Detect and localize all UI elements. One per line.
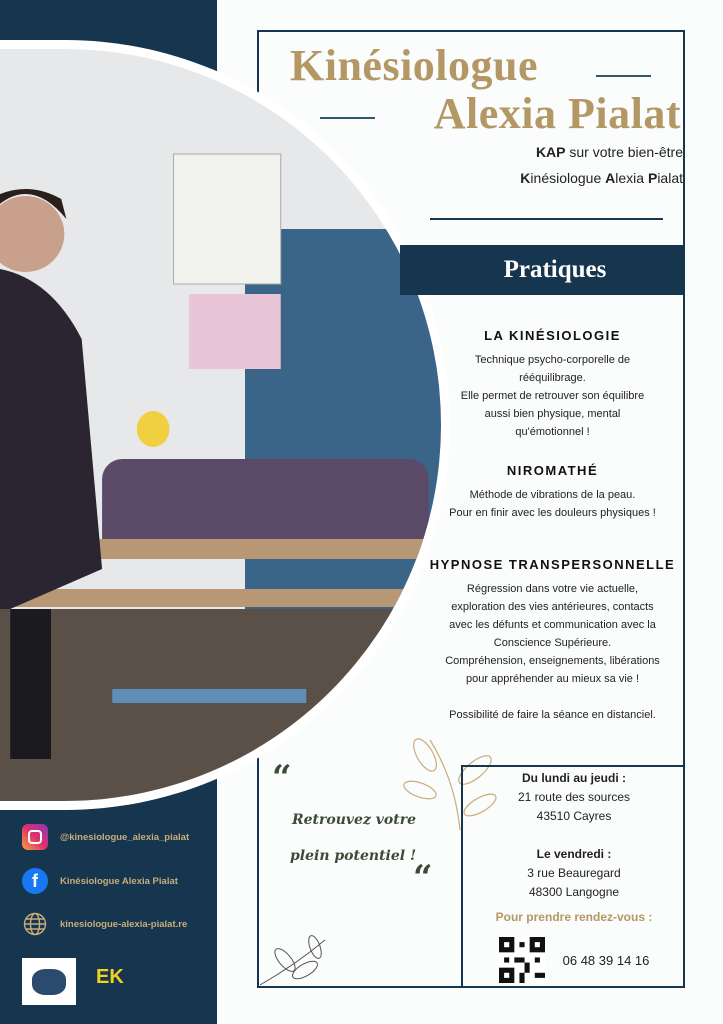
- section-niromathe: [420, 463, 685, 522]
- section-title: NIROMATHÉ: [506, 463, 599, 478]
- website-link[interactable]: [22, 911, 187, 937]
- globe-icon: [22, 911, 48, 937]
- text-line: Technique psycho-corporelle de: [474, 354, 631, 366]
- text-line: exploration des vies antérieures, contacts: [451, 601, 654, 613]
- quote-line-1: Retrouvez votre: [292, 812, 416, 828]
- address-line: 3 rue Beauregard: [527, 866, 621, 880]
- pratiques-band: [400, 245, 685, 295]
- text-line: Compréhension, enseignements, libérations: [445, 655, 660, 667]
- instagram-handle: @kinesiologue_alexia_pialat: [60, 831, 190, 843]
- section-kinesiologie: [420, 328, 685, 441]
- address-line: 48300 Langogne: [528, 885, 620, 899]
- divider: [430, 218, 663, 220]
- title-line-2: Alexia Pialat: [433, 89, 681, 138]
- text-line: qu'émotionnel !: [515, 426, 590, 438]
- text-line: Elle permet de retrouver son équilibre: [460, 390, 645, 402]
- address-line: 21 route des sources: [517, 790, 631, 804]
- phone-number[interactable]: 06 48 39 14 16: [562, 952, 650, 968]
- day-label: Du lundi au jeudi :: [522, 771, 626, 785]
- title-dash: [596, 75, 651, 77]
- section-title: LA KINÉSIOLOGIE: [484, 328, 621, 343]
- text-line: aussi bien physique, mental: [484, 408, 621, 420]
- acronym-rest: ialat: [657, 170, 683, 186]
- acronym-line: [520, 170, 683, 186]
- qr-code-icon[interactable]: [499, 937, 545, 983]
- hours-box: [461, 765, 685, 988]
- text-line: rééquilibrage.: [519, 372, 586, 384]
- website-url: kinesiologue-alexia-pialat.re: [60, 918, 188, 930]
- acronym-rest: inésiologue: [530, 170, 606, 186]
- text-line: Régression dans votre vie actuelle,: [466, 583, 639, 595]
- acronym-letter: P: [647, 170, 658, 186]
- text-line: Méthode de vibrations de la peau.: [469, 489, 636, 501]
- text-line: Possibilité de faire la séance en distanciel.: [449, 709, 656, 721]
- text-line: [420, 688, 685, 706]
- section-hypnose: [420, 557, 685, 724]
- quote-line-2: plein potentiel !: [290, 848, 417, 864]
- title-line-1: Kinésiologue: [290, 41, 539, 90]
- section-title: HYPNOSE TRANSPERSONNELLE: [429, 557, 676, 572]
- tagline-rest: sur votre bien-être: [565, 144, 683, 160]
- acronym-letter: K: [520, 170, 531, 186]
- hypnose-logo: [22, 958, 76, 1005]
- quote-mark-icon: “: [413, 858, 433, 898]
- facebook-link[interactable]: [22, 868, 178, 894]
- day-label: Le vendredi :: [536, 847, 612, 861]
- text-line: Pour en finir avec les douleurs physiques !: [449, 507, 656, 519]
- instagram-link[interactable]: [22, 824, 189, 850]
- quote-mark-icon: “: [272, 758, 292, 798]
- instagram-icon: [22, 824, 48, 850]
- title-dash: [320, 117, 375, 119]
- facebook-icon: f: [22, 868, 48, 894]
- appointment-label: Pour prendre rendez-vous :: [495, 910, 653, 924]
- leaf-decoration-icon: [255, 935, 335, 990]
- text-line: Conscience Supérieure.: [493, 637, 612, 649]
- section-heading: Pratiques: [503, 256, 607, 283]
- text-line: avec les défunts et communication avec la: [449, 619, 656, 631]
- text-line: pour appréhender au mieux sa vie !: [465, 673, 640, 685]
- tagline: [536, 144, 683, 160]
- acronym-rest: lexia: [615, 170, 648, 186]
- tagline-bold: KAP: [535, 144, 566, 160]
- ek-logo: EK: [96, 966, 124, 988]
- address-line: 43510 Cayres: [536, 809, 612, 823]
- acronym-letter: A: [605, 170, 616, 186]
- facebook-name: Kinésiologue Alexia Pialat: [60, 875, 178, 887]
